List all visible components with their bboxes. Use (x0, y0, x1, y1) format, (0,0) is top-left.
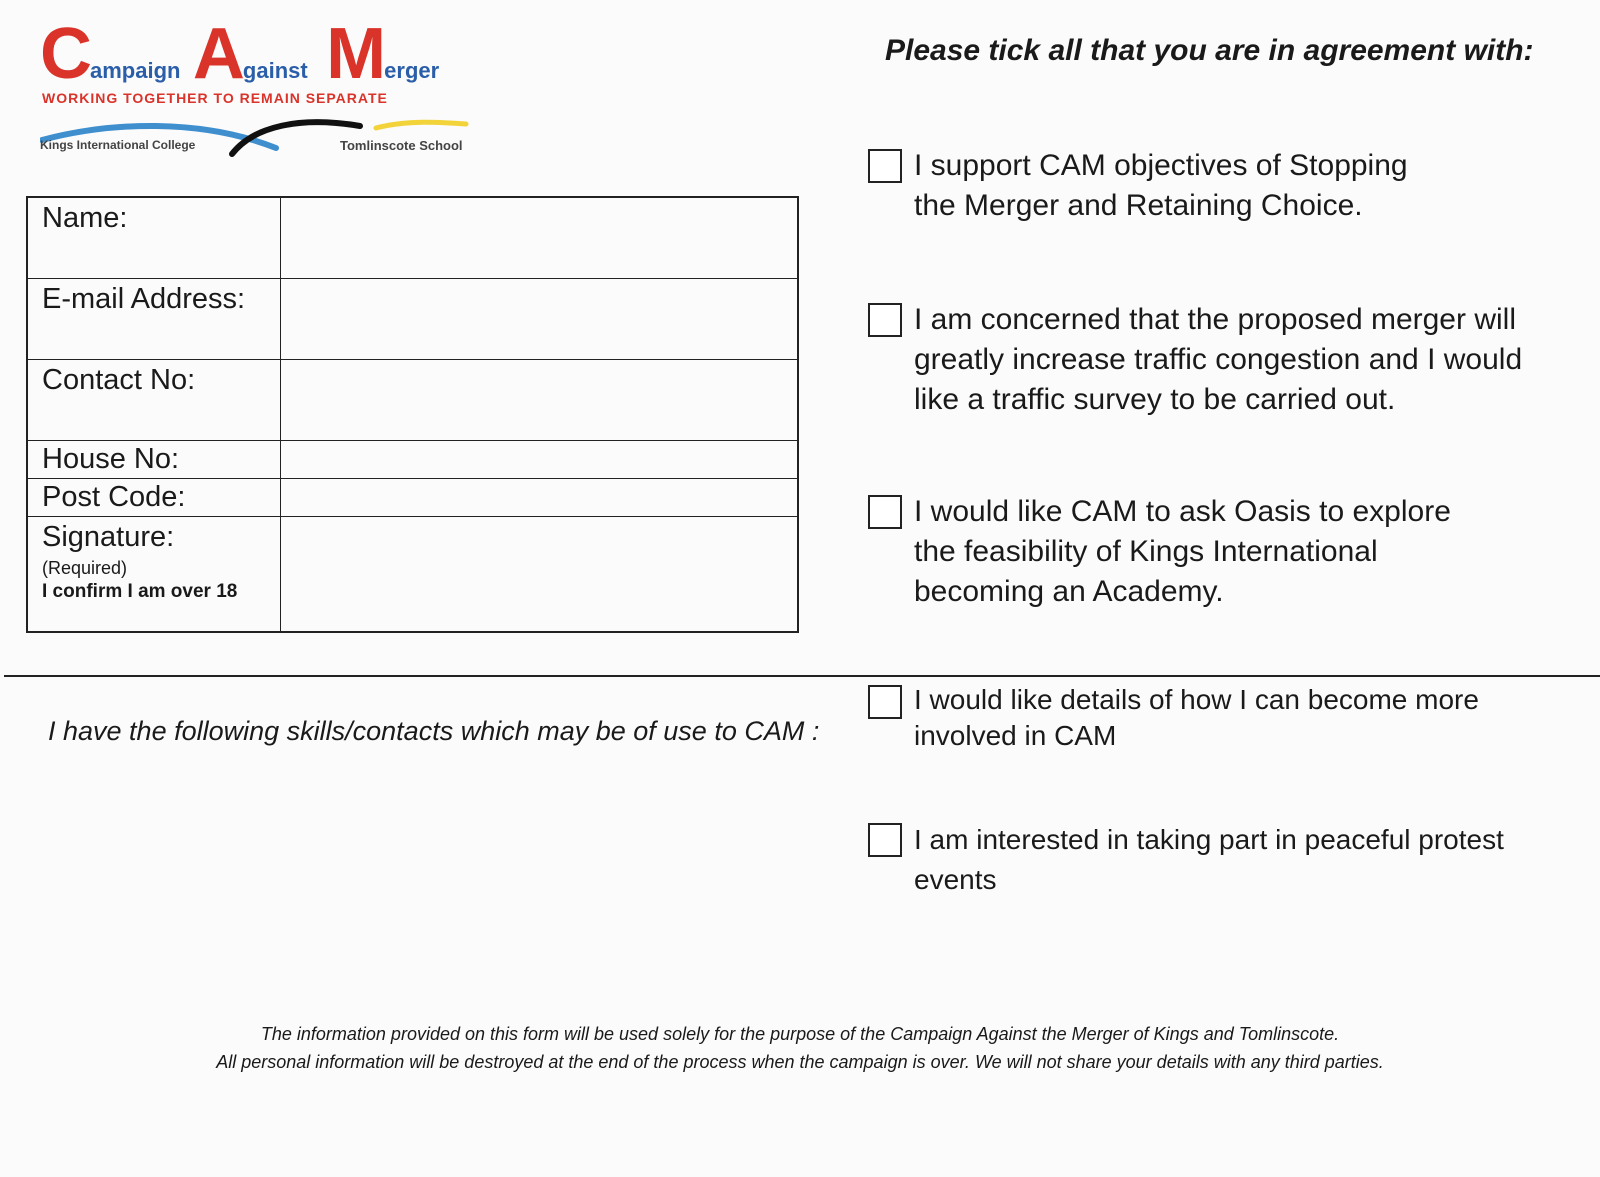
option-get-involved (868, 682, 1564, 754)
table-row (27, 360, 798, 441)
logo-word-merger: erger (384, 58, 440, 83)
contact-label: Contact No: (27, 360, 280, 441)
table-row (27, 441, 798, 479)
email-label: E-mail Address: (27, 279, 280, 360)
skills-prompt: I have the following skills/contacts which may be of use to CAM : (48, 716, 820, 746)
option-support-objectives (868, 146, 1434, 226)
privacy-line-2: All personal information will be destroyed at the end of the process when the campaign is over. We will not share your details with any third parties. (216, 1052, 1384, 1072)
table-row (27, 479, 798, 517)
signature-required-note: (Required) (42, 558, 128, 578)
logo-letter-a: A (192, 14, 243, 94)
privacy-footer (0, 1020, 1600, 1076)
signature-label: Signature: (42, 521, 175, 553)
logo-letter-c: C (40, 14, 90, 94)
option-peaceful-protest (868, 820, 1594, 900)
option-text: I am interested in taking part in peaceful protest events (914, 824, 1504, 895)
house-number-field[interactable] (280, 441, 798, 479)
email-field[interactable] (280, 279, 798, 360)
signature-label-cell (27, 517, 280, 633)
personal-details-table (26, 196, 799, 633)
cam-logo (40, 14, 480, 168)
house-number-label: House No: (27, 441, 280, 479)
option-text: I would like CAM to ask Oasis to explore the feasibility of Kings International becoming an Academy. (914, 495, 1451, 608)
option-text: I would like details of how I can become more involved in CAM (914, 684, 1479, 751)
logo-letter-m: M (326, 14, 385, 94)
peaceful-protest-checkbox[interactable] (868, 823, 902, 857)
age-confirmation-note: I confirm I am over 18 (42, 581, 238, 602)
section-divider (4, 675, 1600, 677)
oasis-academy-checkbox[interactable] (868, 495, 902, 529)
support-objectives-checkbox[interactable] (868, 149, 902, 183)
logo-tagline: WORKING TOGETHER TO REMAIN SEPARATE (42, 90, 388, 106)
name-label: Name: (27, 197, 280, 279)
logo-kings-college: Kings International College (40, 138, 196, 152)
traffic-concern-checkbox[interactable] (868, 303, 902, 337)
table-row (27, 517, 798, 633)
agreement-heading: Please tick all that you are in agreement with: (885, 34, 1534, 67)
name-field[interactable] (280, 197, 798, 279)
table-row (27, 197, 798, 279)
logo-word-against: gainst (242, 58, 308, 83)
option-oasis-academy (868, 492, 1474, 612)
option-text: I am concerned that the proposed merger will greatly increase traffic congestion and I would like a traffic survey to be carried out. (914, 303, 1523, 416)
logo-word-campaign: ampaign (90, 58, 181, 83)
contact-field[interactable] (280, 360, 798, 441)
get-involved-checkbox[interactable] (868, 685, 902, 719)
option-traffic-concern (868, 300, 1524, 420)
logo-title (40, 14, 440, 94)
table-row (27, 279, 798, 360)
privacy-line-1: The information provided on this form will be used solely for the purpose of the Campaign Against the Merger of Kings and Tomlinscote. (260, 1024, 1340, 1044)
signature-field[interactable] (280, 517, 798, 633)
postcode-field[interactable] (280, 479, 798, 517)
postcode-label: Post Code: (27, 479, 280, 517)
logo-tomlinscote-school: Tomlinscote School (340, 138, 463, 153)
option-text: I support CAM objectives of Stopping the Merger and Retaining Choice. (914, 149, 1408, 222)
